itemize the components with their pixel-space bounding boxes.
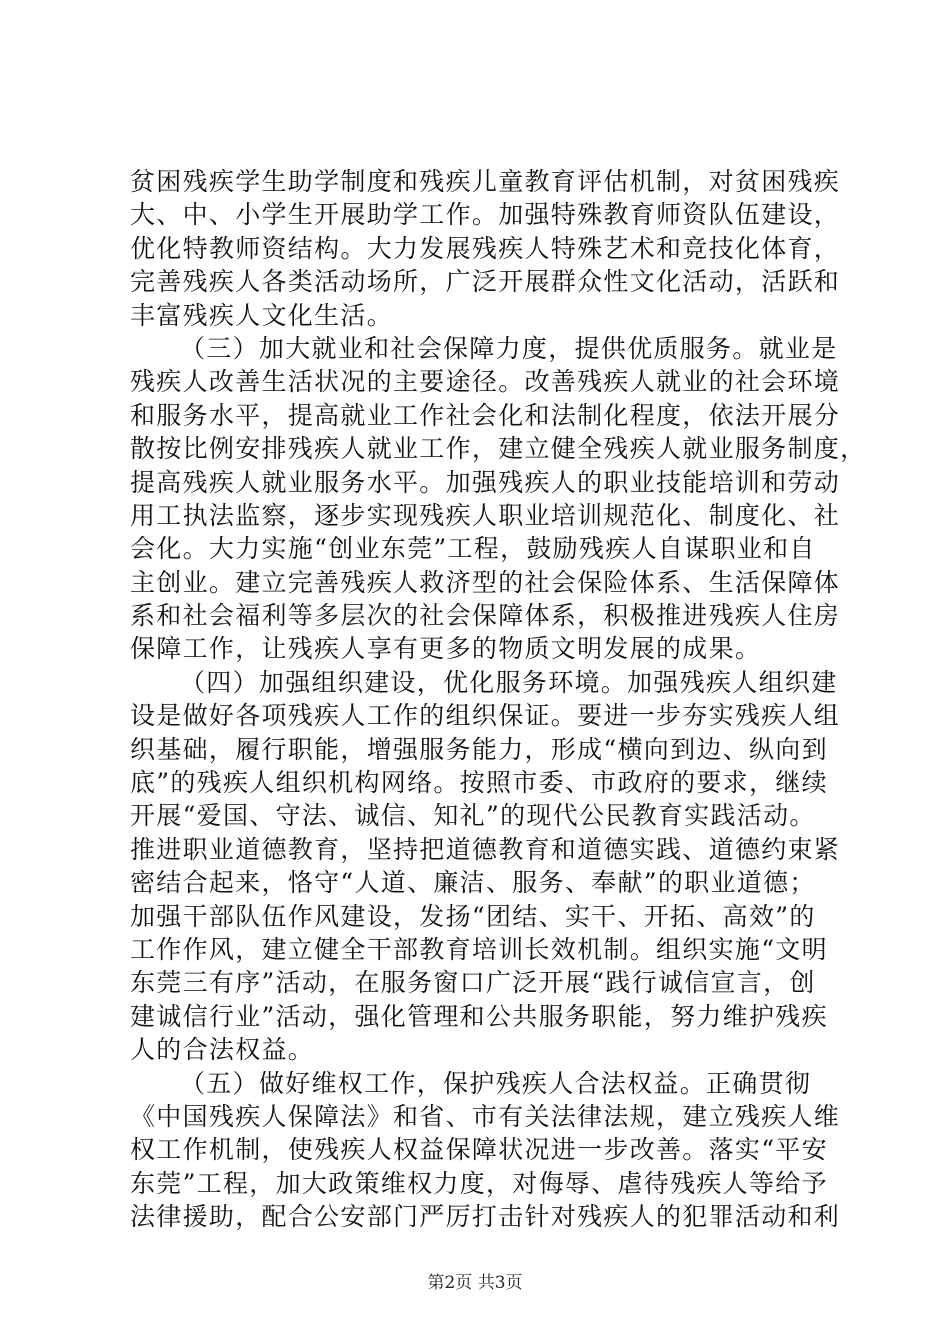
text-line: 散按比例安排残疾人就业工作，建立健全残疾人就业服务制度， (130, 434, 867, 464)
text-line: 底”的残疾人组织机构网络。按照市委、市政府的要求，继续 (130, 768, 828, 798)
text-line: 优化特教师资结构。大力发展残疾人特殊艺术和竞技化体育， (130, 233, 841, 263)
text-line: 提高残疾人就业服务水平。加强残疾人的职业技能培训和劳动 (130, 467, 841, 497)
text-line: 丰富残疾人文化生活。 (130, 300, 394, 330)
body-text (130, 165, 867, 1234)
text-line: 贫困残疾学生助学制度和残疾儿童教育评估机制，对贫困残疾 (130, 167, 841, 196)
text-line: 东莞三有序”活动，在服务窗口广泛开展“践行诚信宣言，创 (130, 968, 816, 998)
text-line: 人的合法权益。 (130, 1035, 315, 1065)
text-line: 设是做好各项残疾人工作的组织保证。要进一步夯实残疾人组 (130, 701, 841, 731)
text-line: 开展“爱国、守法、诚信、知礼”的现代公民教育实践活动。 (130, 801, 816, 831)
text-line: 系和社会福利等多层次的社会保障体系，积极推进残疾人住房 (130, 601, 841, 631)
text-line: 和服务水平，提高就业工作社会化和法制化程度，依法开展分 (130, 400, 841, 430)
text-line: 密结合起来，恪守“人道、廉洁、服务、奉献”的职业道德； (130, 868, 816, 898)
paragraph-start-line: （三）加大就业和社会保障力度，提供优质服务。就业是 (180, 333, 838, 363)
page-number-footer: 第2页 共3页 (427, 1273, 523, 1293)
text-line: 用工执法监察，逐步实现残疾人职业培训规范化、制度化、社 (130, 500, 841, 530)
text-line: 工作作风，建立健全干部教育培训长效机制。组织实施“文明 (130, 934, 828, 964)
text-line: 会化。大力实施“创业东莞”工程，鼓励残疾人自谋职业和自 (130, 534, 816, 564)
text-line: 东莞”工程，加大政策维权力度，对侮辱、虐待残疾人等给予 (130, 1168, 828, 1198)
paragraph-start-line: （四）加强组织建设，优化服务环境。加强残疾人组织建 (180, 667, 838, 697)
text-line: 残疾人改善生活状况的主要途径。改善残疾人就业的社会环境 (130, 367, 841, 397)
paragraph-start-line: （五）做好维权工作，保护残疾人合法权益。正确贯彻 (180, 1068, 812, 1098)
text-line: 完善残疾人各类活动场所，广泛开展群众性文化活动，活跃和 (130, 267, 841, 297)
text-line: 主创业。建立完善残疾人救济型的社会保险体系、生活保障体 (130, 567, 841, 597)
text-line: 《中国残疾人保障法》和省、市有关法律法规，建立残疾人维 (130, 1101, 841, 1131)
text-line: 加强干部队伍作风建设，发扬“团结、实干、开拓、高效”的 (130, 901, 816, 931)
text-line: 保障工作，让残疾人享有更多的物质文明发展的成果。 (130, 634, 762, 664)
text-line: 法律援助，配合公安部门严厉打击针对残疾人的犯罪活动和利 (130, 1202, 841, 1232)
text-line: 推进职业道德教育，坚持把道德教育和道德实践、道德约束紧 (130, 834, 841, 864)
text-line: 建诚信行业”活动，强化管理和公共服务职能，努力维护残疾 (130, 1001, 828, 1031)
text-line: 大、中、小学生开展助学工作。加强特殊教育师资队伍建设， (130, 200, 841, 230)
text-line: 织基础，履行职能，增强服务能力，形成“横向到边、纵向到 (130, 734, 828, 764)
text-line: 权工作机制，使残疾人权益保障状况进一步改善。落实“平安 (130, 1135, 828, 1165)
